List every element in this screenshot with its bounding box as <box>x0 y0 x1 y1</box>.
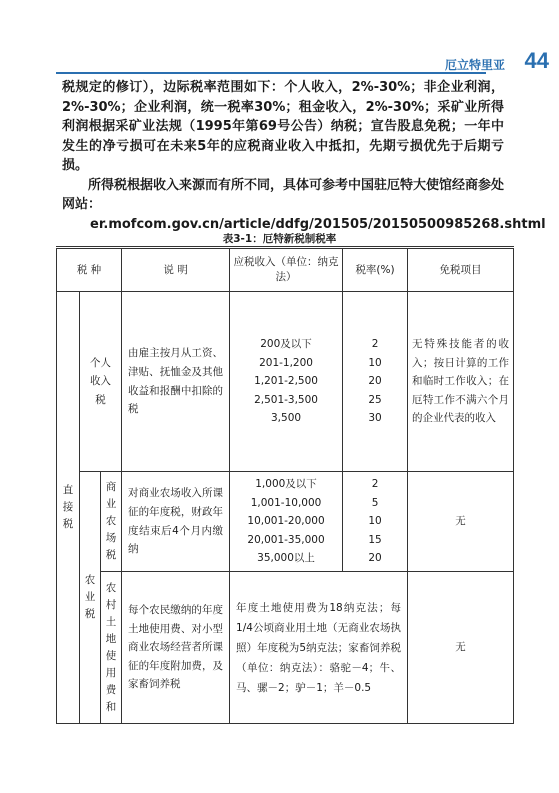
paragraph-2: 所得税根据收入来源而有所不同，具体可参考中国驻厄特大使馆经商参处网站： <box>62 177 505 212</box>
business-farm-rates: 2 5 10 15 20 <box>343 472 408 572</box>
rural-fee-detail: 年度土地使用费为18纳克法；每1/4公顷商业用土地（无商业农场执照）年度税为5纳克法；家畜饲养税（单位：纳克法）：骆驼－4；牛、马、骡－2；驴－1；羊－0.5 <box>230 572 408 724</box>
page-header <box>0 0 559 80</box>
business-farm-tax-label: 商 业 农 场 税 <box>101 472 122 572</box>
header-rate: 税率(%) <box>343 248 408 292</box>
page-number: 44 <box>524 48 549 73</box>
personal-rates: 2 10 20 25 30 <box>343 292 408 472</box>
header-description: 说 明 <box>122 248 230 292</box>
header-exemption: 免税项目 <box>408 248 514 292</box>
table-row <box>57 292 514 472</box>
paragraph-1: 税规定的修订），边际税率范围如下：个人收入，2%-30%；非企业利润，2%-30%；企业利润，统一税率30%；租金收入，2%-30%；采矿业所得利润根据采矿业法规（1995年第69号公告）纳税；宣告股息免税；一年中发生的净亏损可在未来5年的应税商业收入中抵扣，先期亏损优先于后期亏损。 <box>62 80 504 173</box>
table-row <box>57 472 514 572</box>
business-farm-description: 对商业农场收入所课征的年度税，财政年度结束后4个月内缴纳 <box>122 472 230 572</box>
direct-tax-label: 直 接 税 <box>57 292 80 724</box>
rural-land-fee-label: 农 村 土 地 使 用 费 和 <box>101 572 122 724</box>
header-tax-type: 税 种 <box>57 248 122 292</box>
table-caption: 表3-1：厄特新税制税率 <box>222 233 337 245</box>
body-text <box>62 78 546 234</box>
personal-income-tax-label: 个人收入税 <box>80 292 122 472</box>
rural-exemption: 无 <box>408 572 514 724</box>
personal-ranges: 200及以下 201-1,200 1,201-2,500 2,501-3,500 3,500 <box>230 292 343 472</box>
tax-rate-table <box>56 246 514 724</box>
business-farm-exemption: 无 <box>408 472 514 572</box>
section-title: 厄立特里亚 <box>444 58 505 72</box>
agriculture-tax-label: 农 业 税 <box>80 472 101 724</box>
rural-description: 每个农民缴纳的年度土地使用费、对小型商业农场经营者所课征的年度附加费，及家畜饲养税 <box>122 572 230 724</box>
business-farm-ranges: 1,000及以下 1,001-10,000 10,001-20,000 20,001-35,000 35,000以上 <box>230 472 343 572</box>
personal-exemption: 无特殊技能者的收入；按日计算的工作和临时工作收入；在厄特工作不满六个月的企业代表的收入 <box>408 292 514 472</box>
header-divider <box>56 72 486 74</box>
table-row <box>57 572 514 724</box>
reference-url: er.mofcom.gov.cn/article/ddfg/201505/20150500985268.shtml <box>90 216 546 232</box>
personal-description: 由雇主按月从工资、津贴、抚恤金及其他收益和报酬中扣除的税 <box>122 292 230 472</box>
header-taxable-income: 应税收入（单位：纳克法） <box>230 248 343 292</box>
